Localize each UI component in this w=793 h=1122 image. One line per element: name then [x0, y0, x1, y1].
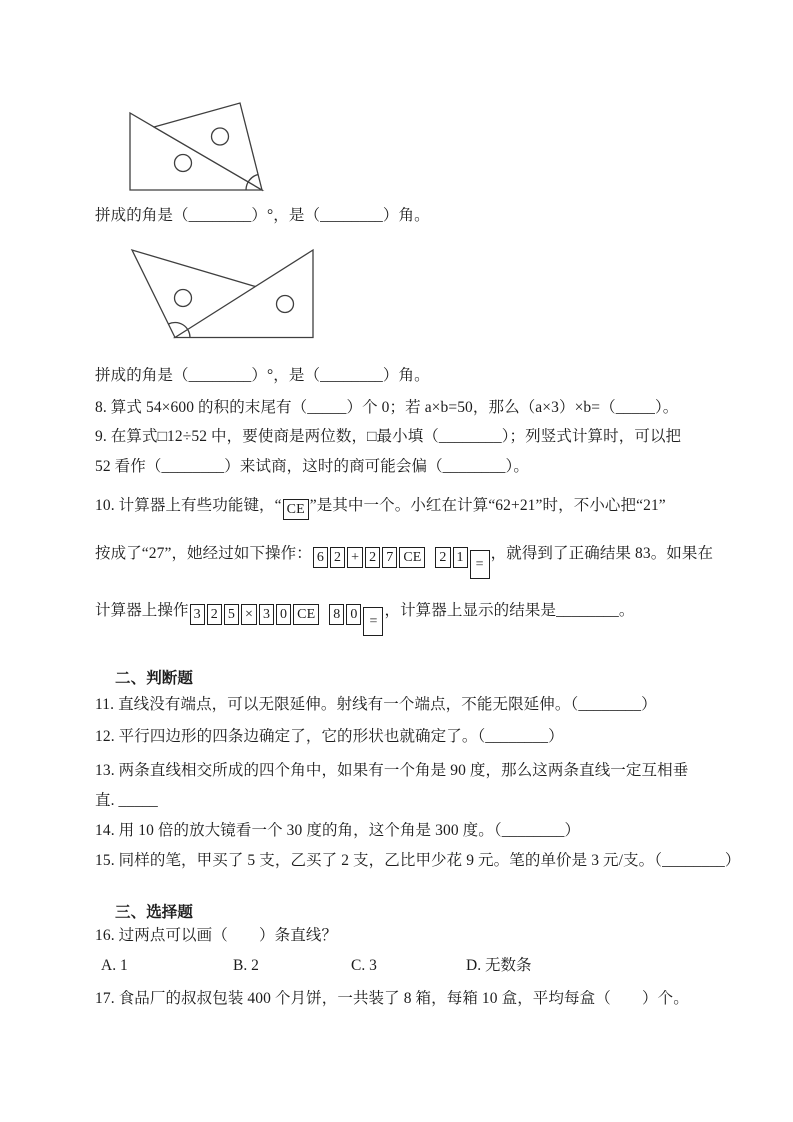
section-title-judgment: 二、判断题: [115, 670, 194, 687]
figure-joined-triangles-2: [112, 247, 317, 342]
question-9-line-2: 52 看作（________）来试商，这时的商可能会偏（________）。: [95, 458, 529, 475]
figure1-caption: 拼成的角是（________）°，是（________）角。: [95, 207, 430, 224]
question-12: 12. 平行四边形的四条边确定了，它的形状也就确定了。（________）: [95, 728, 564, 745]
calculator-key: 2: [365, 547, 380, 568]
question-16: 16. 过两点可以画（ ）条直线？: [95, 927, 338, 944]
question-10-line-2: [95, 543, 713, 579]
question-10-text: ”是其中一个。小红在计算“62+21”时，不小心把“21”: [309, 497, 666, 514]
question-16-option-a: A. 1: [101, 957, 128, 974]
question-16-option-d: D. 无数条: [466, 957, 532, 974]
calculator-key-ce: CE: [293, 604, 319, 625]
calculator-key: 8: [329, 604, 344, 625]
question-9-line-1: 9. 在算式□12÷52 中，要使商是两位数，□最小填（________）；列竖式计算时，可以把: [95, 428, 682, 445]
question-11: 11. 直线没有端点，可以无限延伸。射线有一个端点，不能无限延伸。（________）: [95, 696, 657, 713]
question-10-text: ，计算器上显示的结果是________。: [384, 602, 635, 619]
figure-joined-triangles-1: [114, 98, 269, 198]
calculator-key: 6: [313, 547, 328, 568]
calculator-key: 2: [330, 547, 345, 568]
calculator-key: 0: [346, 604, 361, 625]
calculator-key: 5: [224, 604, 239, 625]
question-13-line-1: 13. 两条直线相交所成的四个角中，如果有一个角是 90 度，那么这两条直线一定互相垂: [95, 762, 689, 779]
question-16-option-c: C. 3: [351, 957, 377, 974]
question-10-line-3: [95, 600, 634, 636]
calculator-key: 0: [276, 604, 291, 625]
calculator-key-equals: =: [470, 550, 490, 579]
calculator-key: +: [347, 547, 363, 568]
calculator-key: 7: [382, 547, 397, 568]
calculator-key: 2: [207, 604, 222, 625]
question-13-line-2: 直. _____: [95, 792, 158, 809]
calculator-key: 1: [453, 547, 468, 568]
calculator-key-ce: CE: [283, 499, 309, 520]
calculator-key: ×: [241, 604, 257, 625]
calculator-key: 2: [435, 547, 450, 568]
calculator-key: 3: [259, 604, 274, 625]
question-10-text: ，就得到了正确结果 83。如果在: [490, 545, 714, 562]
question-8: 8. 算式 54×600 的积的末尾有（_____）个 0；若 a×b=50，那么（a×3）×b=（_____）。: [95, 399, 679, 416]
calculator-key: 3: [190, 604, 205, 625]
question-10-text: 按成了“27”，她经过如下操作：: [95, 545, 312, 562]
question-10-text: 10. 计算器上有些功能键，“: [95, 497, 282, 514]
figure2-caption: 拼成的角是（________）°，是（________）角。: [95, 367, 430, 384]
question-15: 15. 同样的笔，甲买了 5 支，乙买了 2 支，乙比甲少花 9 元。笔的单价是 3 元/支。（________）: [95, 852, 741, 869]
section-title-choice: 三、选择题: [115, 904, 194, 921]
calculator-key-ce: CE: [399, 547, 425, 568]
question-10-text: 计算器上操作: [95, 602, 189, 619]
question-16-option-b: B. 2: [233, 957, 259, 974]
calculator-key-equals: =: [363, 607, 383, 636]
question-14: 14. 用 10 倍的放大镜看一个 30 度的角，这个角是 300 度。（________）: [95, 822, 581, 839]
question-17: 17. 食品厂的叔叔包装 400 个月饼，一共装了 8 箱，每箱 10 盒，平均每盒（ ）个。: [95, 990, 689, 1007]
question-10-line-1: [95, 495, 666, 520]
